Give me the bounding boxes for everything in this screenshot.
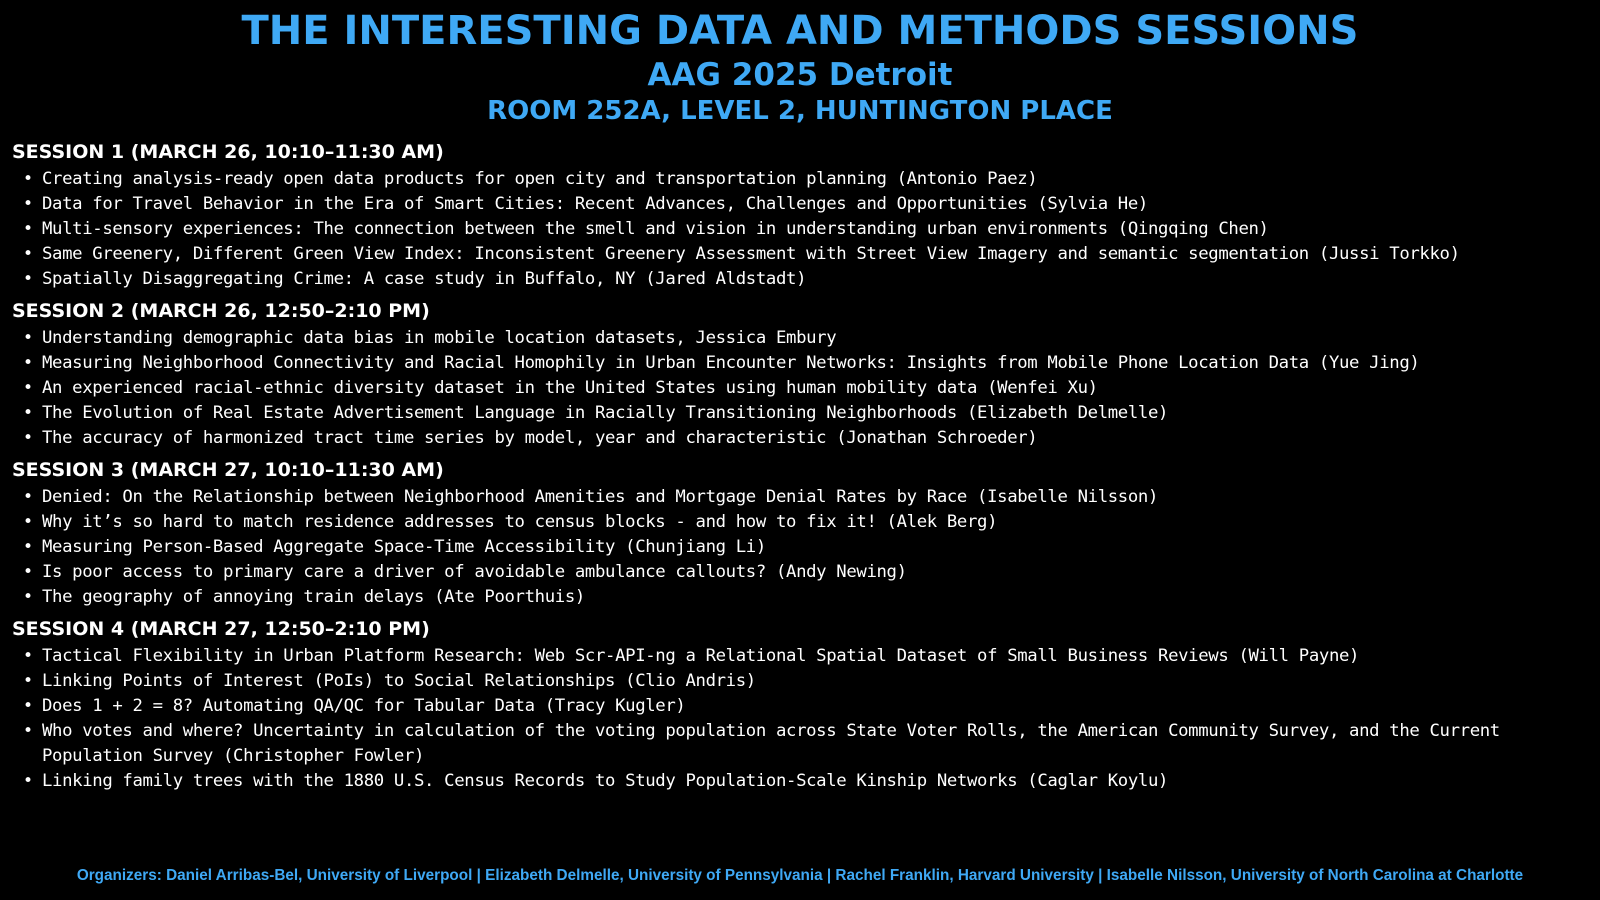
page-title: THE INTERESTING DATA AND METHODS SESSIONS (241, 8, 1359, 54)
talk-text: Measuring Neighborhood Connectivity and Racial Homophily in Urban Encounter Networks: Insights from Mobile Phone Location Data (Yue Jing) (42, 353, 1420, 373)
session-4 (12, 617, 1588, 794)
talk-item (12, 585, 1588, 610)
talk-text: Who votes and where? Uncertainty in calculation of the voting population across State Voter Rolls, the American Community Survey, and the Current Population Survey (Christopher Fowler) (42, 721, 1500, 766)
bullet-icon: • (23, 537, 33, 557)
talk-item (12, 485, 1588, 510)
header (0, 0, 1600, 127)
talk-text: Spatially Disaggregating Crime: A case study in Buffalo, NY (Jared Aldstadt) (42, 269, 807, 289)
bullet-icon: • (23, 378, 33, 398)
event-subtitle: AAG 2025 Detroit (647, 57, 953, 93)
talk-item (12, 326, 1588, 351)
talk-text: Measuring Person-Based Aggregate Space-Time Accessibility (Chunjiang Li) (42, 537, 766, 557)
session-heading: SESSION 4 (MARCH 27, 12:50–2:10 PM) (12, 618, 430, 640)
talk-item (12, 267, 1588, 292)
bullet-icon: • (23, 587, 33, 607)
talk-item (12, 351, 1588, 376)
session-heading: SESSION 3 (MARCH 27, 10:10–11:30 AM) (12, 459, 444, 481)
bullet-icon: • (23, 771, 33, 791)
talk-item (12, 719, 1588, 769)
bullet-icon: • (23, 403, 33, 423)
bullet-icon: • (23, 671, 33, 691)
talk-item (12, 217, 1588, 242)
session-3 (12, 458, 1588, 610)
talk-text: Tactical Flexibility in Urban Platform Research: Web Scr-API-ng a Relational Spatial Dataset of Small Business Reviews (Will Payne) (42, 646, 1360, 666)
talk-list (12, 167, 1588, 292)
talk-item (12, 535, 1588, 560)
talk-list (12, 644, 1588, 794)
bullet-icon: • (23, 562, 33, 582)
bullet-icon: • (23, 353, 33, 373)
talk-list (12, 485, 1588, 610)
talk-text: Why it’s so hard to match residence addresses to census blocks - and how to fix it! (Alek Berg) (42, 512, 998, 532)
bullet-icon: • (23, 194, 33, 214)
talk-item (12, 242, 1588, 267)
talk-text: Multi-sensory experiences: The connection between the smell and vision in understanding urban environments (Qingqing Chen) (42, 219, 1269, 239)
talk-item (12, 560, 1588, 585)
session-heading: SESSION 2 (MARCH 26, 12:50–2:10 PM) (12, 300, 430, 322)
talk-item (12, 426, 1588, 451)
talk-item (12, 769, 1588, 794)
talk-text: Linking Points of Interest (PoIs) to Social Relationships (Clio Andris) (42, 671, 756, 691)
talk-text: The geography of annoying train delays (Ate Poorthuis) (42, 587, 585, 607)
talk-item (12, 510, 1588, 535)
bullet-icon: • (23, 487, 33, 507)
sessions-list (12, 140, 1588, 801)
organizers-footer: Organizers: Daniel Arribas-Bel, University of Liverpool | Elizabeth Delmelle, University of Pennsylvania | Rachel Franklin, Harvard University | Isabelle Nilsson, University of North Carolina at Charlotte (76, 867, 1524, 884)
talk-text: Denied: On the Relationship between Neighborhood Amenities and Mortgage Denial Rates by Race (Isabelle Nilsson) (42, 487, 1159, 507)
talk-text: Data for Travel Behavior in the Era of Smart Cities: Recent Advances, Challenges and Opportunities (Sylvia He) (42, 194, 1148, 214)
talk-item (12, 669, 1588, 694)
talk-item (12, 644, 1588, 669)
bullet-icon: • (23, 328, 33, 348)
room-location: ROOM 252A, LEVEL 2, HUNTINGTON PLACE (487, 96, 1113, 126)
talk-item (12, 167, 1588, 192)
talk-item (12, 376, 1588, 401)
talk-text: Same Greenery, Different Green View Index: Inconsistent Greenery Assessment with Street View Imagery and semantic segmentation (Jussi Torkko) (42, 244, 1460, 264)
bullet-icon: • (23, 512, 33, 532)
talk-item (12, 401, 1588, 426)
talk-text: Is poor access to primary care a driver of avoidable ambulance callouts? (Andy Newing) (42, 562, 907, 582)
bullet-icon: • (23, 219, 33, 239)
talk-text: Understanding demographic data bias in mobile location datasets, Jessica Embury (42, 328, 837, 348)
bullet-icon: • (23, 721, 33, 741)
talk-text: The accuracy of harmonized tract time series by model, year and characteristic (Jonathan Schroeder) (42, 428, 1038, 448)
session-1 (12, 140, 1588, 292)
bullet-icon: • (23, 169, 33, 189)
talk-list (12, 326, 1588, 451)
session-2 (12, 299, 1588, 451)
talk-text: The Evolution of Real Estate Advertisement Language in Racially Transitioning Neighborhoods (Elizabeth Delmelle) (42, 403, 1169, 423)
bullet-icon: • (23, 428, 33, 448)
session-heading: SESSION 1 (MARCH 26, 10:10–11:30 AM) (12, 141, 444, 163)
talk-text: Does 1 + 2 = 8? Automating QA/QC for Tabular Data (Tracy Kugler) (42, 696, 686, 716)
bullet-icon: • (23, 269, 33, 289)
talk-text: Linking family trees with the 1880 U.S. Census Records to Study Population-Scale Kinship Networks (Caglar Koylu) (42, 771, 1169, 791)
talk-text: Creating analysis-ready open data products for open city and transportation planning (Antonio Paez) (42, 169, 1038, 189)
bullet-icon: • (23, 646, 33, 666)
bullet-icon: • (23, 244, 33, 264)
bullet-icon: • (23, 696, 33, 716)
talk-item (12, 694, 1588, 719)
talk-item (12, 192, 1588, 217)
talk-text: An experienced racial-ethnic diversity dataset in the United States using human mobility data (Wenfei Xu) (42, 378, 1098, 398)
